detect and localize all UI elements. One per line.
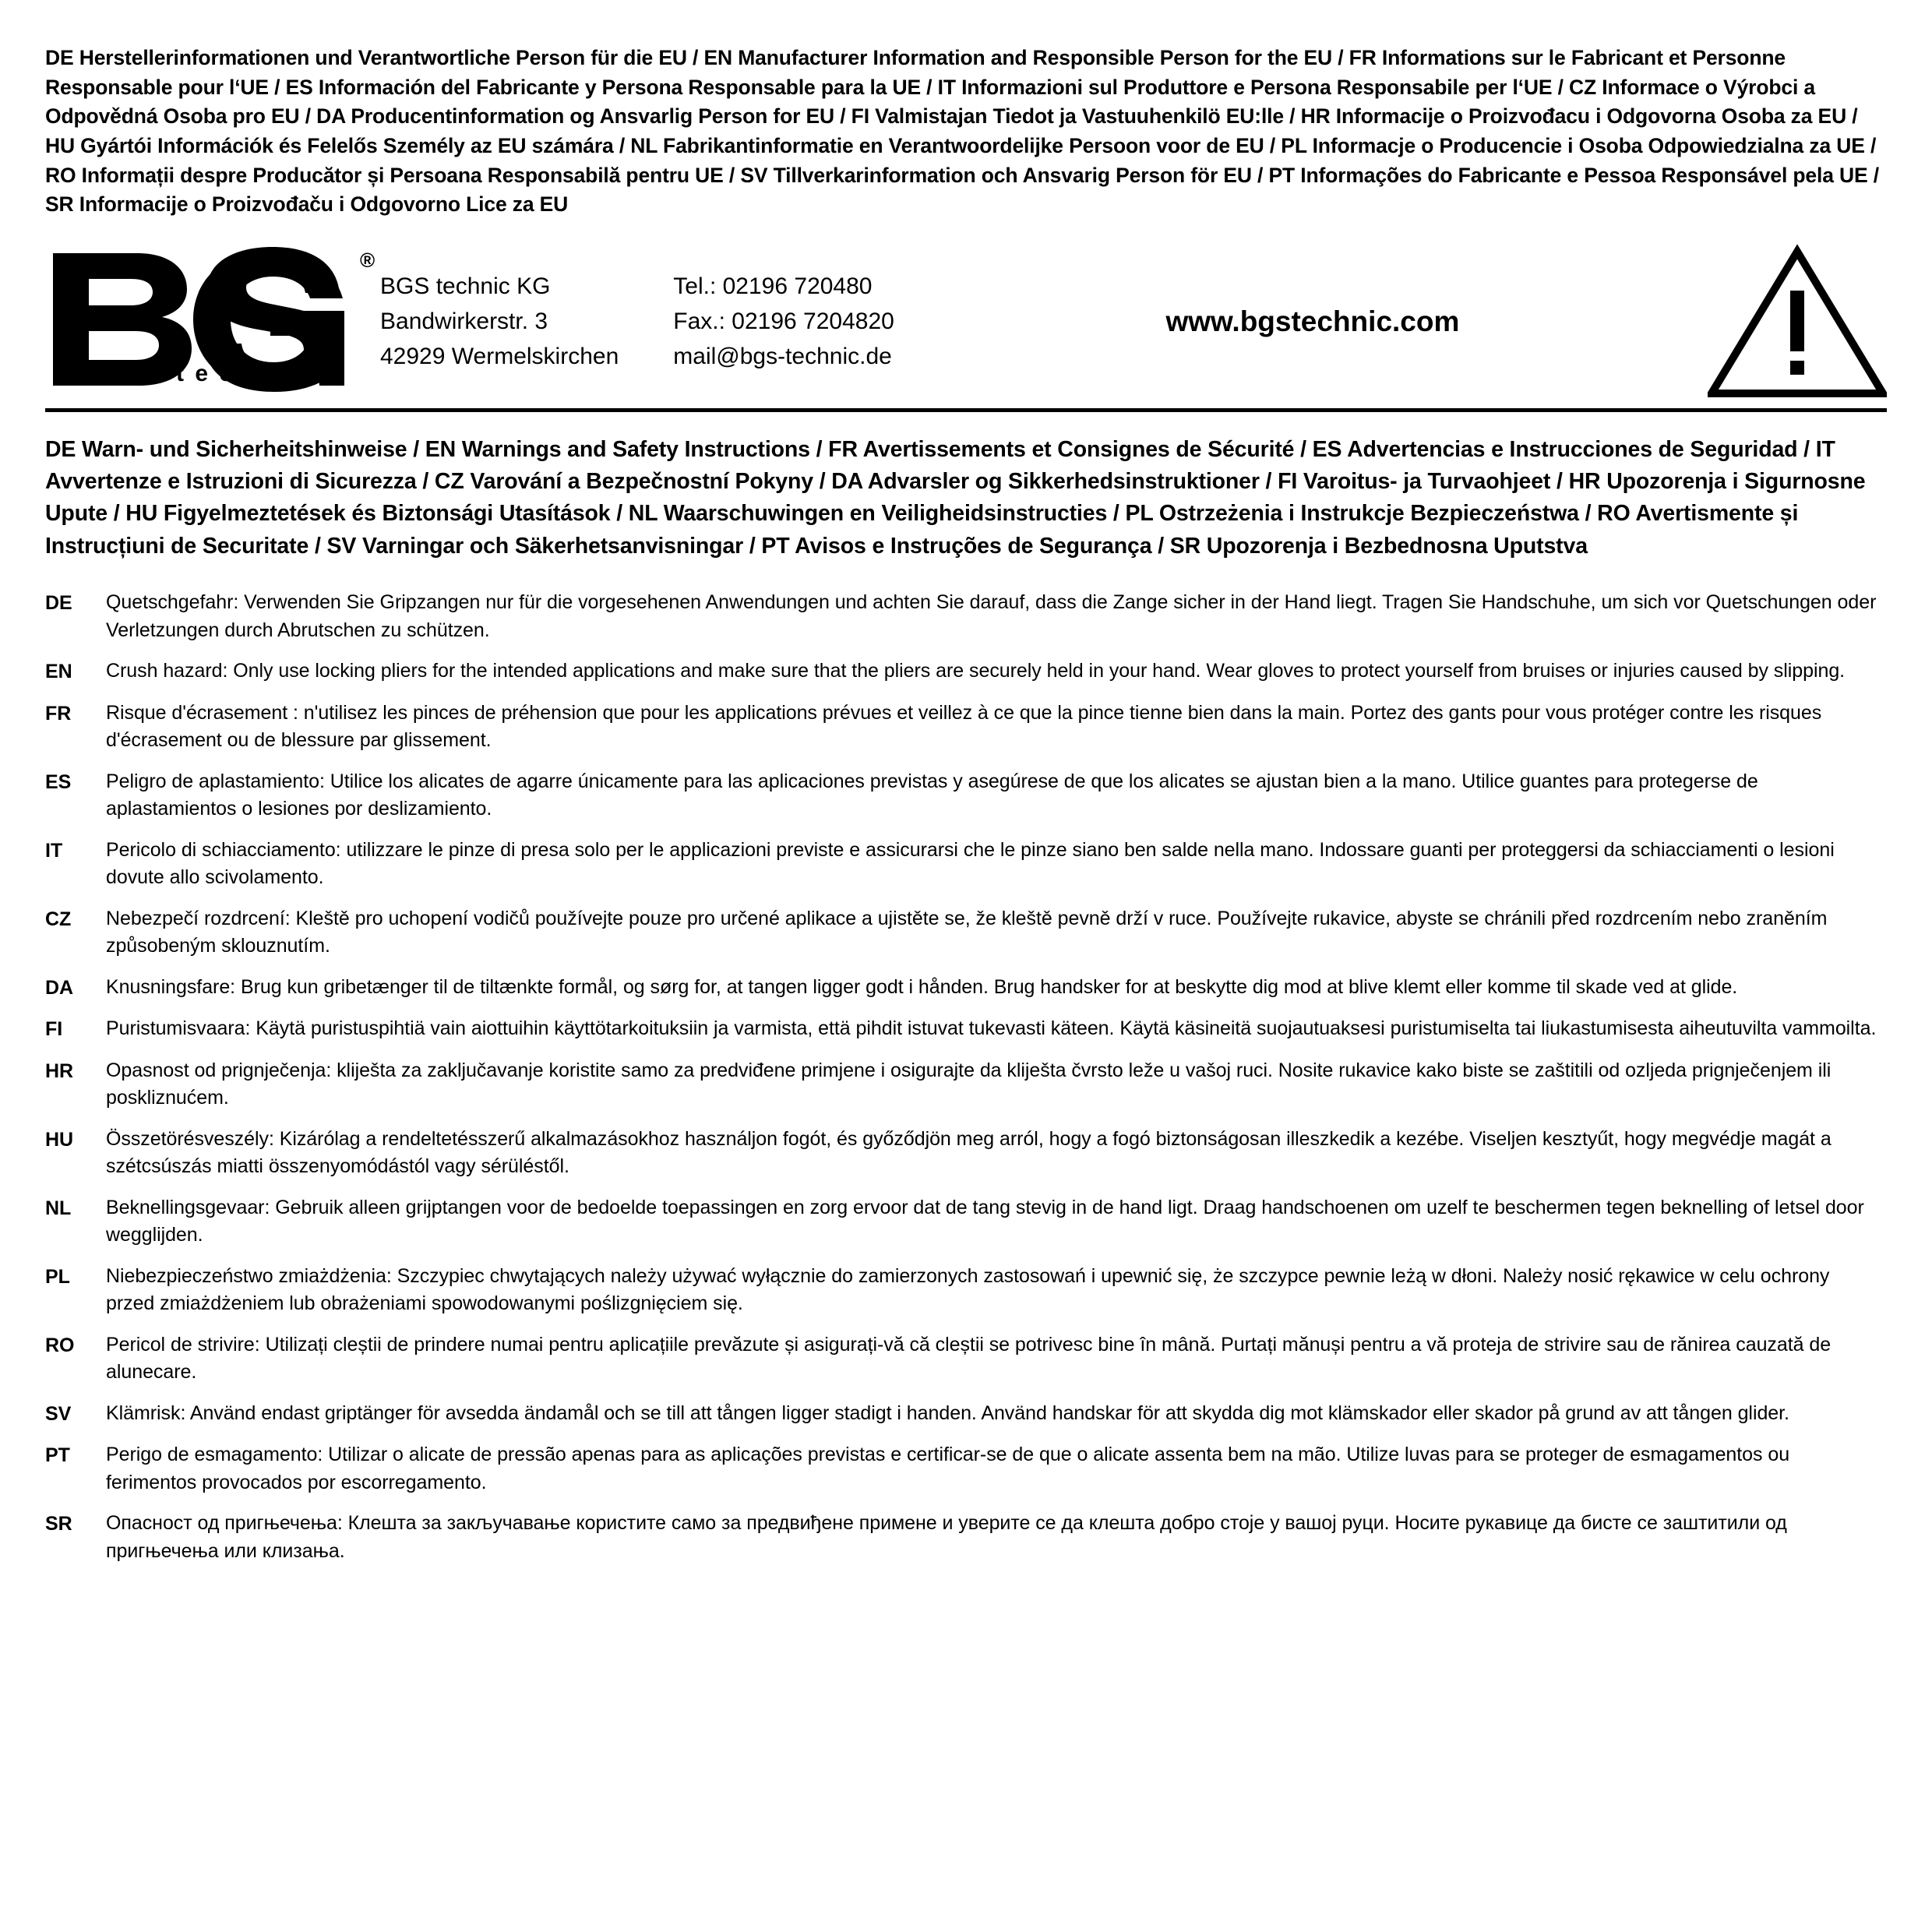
company-email[interactable]: mail@bgs-technic.de [673, 344, 892, 370]
warning-triangle [1700, 244, 1887, 400]
instruction-text: Klämrisk: Använd endast griptänger för avsedda ändamål och se till att tången ligger stadigt i handen. Använd handskar för att skydda dig mot klämskador eller skador på grund av att tången glider. [106, 1401, 1789, 1424]
company-name: BGS technic KG [380, 273, 551, 300]
instruction-text: Összetörésveszély: Kizárólag a rendeltetésszerű alkalmazásokhoz használjon fogót, és győződjön meg arról, hogy a fogó biztonságosan illeszkedik a kezébe. Viseljen kesztyűt, hogy megvédje magát a szétcsúszás miatti összenyomódástól vagy sérüléstől. [106, 1127, 1832, 1177]
language-code: FR [45, 702, 72, 724]
language-code: PT [45, 1444, 70, 1466]
warnings-heading: DE Warn- und Sicherheitshinweise / EN Warnings and Safety Instructions / FR Avertissements et Consignes de Sécurité / ES Advertencias e Instrucciones de Seguridad / IT Avvertenze e Istruzioni di Sicurezza / CZ Varování a Bezpečnostní Pokyny / DA Advarsler og Sikkerhedsinstruktioner / FI Varoitus- ja Turvaohjeet / HR Upozorenja i Sigurnosne Upute / HU Figyelmeztetések és Biztonsági Utasítások / NL Waarschuwingen en Veiligheidsinstructies / PL Ostrzeżenia i Instrukcje Bezpieczeństwa / RO Avertismente și Instrucțiuni de Securitate / SV Varningar och Säkerhetsanvisningar / PT Avisos e Instruções de Segurança / SR Upozorenja i Bezbednosna Uputstva [45, 436, 1866, 559]
list-item [45, 1331, 1887, 1387]
instruction-text: Beknellingsgevaar: Gebruik alleen grijptangen voor de bedoelde toepassingen en zorg ervoor dat de tang stevig in de hand ligt. Draag handschoenen om uzelf te beschermen tegen beknelling of letsel door wegglijden. [106, 1196, 1864, 1246]
language-code: PL [45, 1265, 70, 1288]
header-divider [45, 408, 1887, 412]
company-telephone: Tel.: 02196 720480 [673, 273, 873, 300]
list-item [45, 700, 1887, 755]
instruction-text: Risque d'écrasement : n'utilisez les pinces de préhension que pour les applications prévues et veillez à ce que la pince tienne bien dans la main. Portez des gants pour vous protéger contre les risques d'écrasement ou de blessure par glissement. [106, 701, 1822, 751]
list-item [45, 658, 1887, 686]
company-address [372, 269, 619, 374]
list-item [45, 1194, 1887, 1250]
list-item [45, 1263, 1887, 1318]
list-item [45, 589, 1887, 644]
instruction-text: Opasnost od prignječenja: kliješta za zaključavanje koristite samo za predviđene primjene i osigurajte da kliješta čvrsto leže u vašoj ruci. Nosite rukavice kako biste se zaštitili od ozljeda prignječenjem ili poskliznućem. [106, 1059, 1832, 1109]
registered-trademark-symbol: ® [360, 248, 375, 272]
language-code: SV [45, 1402, 72, 1425]
list-item [45, 1057, 1887, 1112]
instruction-text: Knusningsfare: Brug kun gribetænger til de tiltænkte formål, og sørg for, at tangen ligger godt i hånden. Brug handsker for at beskytte dig mod at blive klemt eller komme til skade ved at glide. [106, 975, 1738, 998]
manufacturer-info-heading: DE Herstellerinformationen und Verantwortliche Person für die EU / EN Manufacturer Information and Responsible Person for the EU / FR Informations sur le Fabricant et Personne Responsable pour l‘UE / ES Información del Fabricante y Persona Responsable para la UE / IT Informazioni sul Produttore e Persona Responsabile per l‘UE / CZ Informace o Výrobci a Odpovědná Osoba pro EU / DA Producentinformation og Ansvarlig Person for EU / FI Valmistajan Tiedot ja Vastuuhenkilö EU:lle / HR Informacije o Proizvođacu i Odgovorna Osoba za EU / HU Gyártói Információk és Felelős Személy az EU számára / NL Fabrikantinformatie en Verantwoordelijke Persoon voor de EU / PL Informacje o Producencie i Osoba Odpowiedzialna za UE / RO Informații despre Producător și Persoana Responsabilă pentru UE / SV Tillverkarinformation och Ansvarig Person för EU / PT Informações do Fabricante e Pessoa Responsável pela UE / SR Informacije o Proizvođaču i Odgovorno Lice za EU [45, 46, 1879, 217]
language-code: IT [45, 839, 63, 862]
instruction-text: Puristumisvaara: Käytä puristuspihtiä vain aiottuihin käyttötarkoituksiin ja varmista, että pihdit istuvat tukevasti käteen. Käytä käsineitä suojautuaksesi puristumiselta tai liukastumisesta aiheutuvilta vammoilta. [106, 1017, 1877, 1039]
language-code: NL [45, 1197, 72, 1219]
bgs-logo [45, 244, 375, 400]
instruction-text: Nebezpečí rozdrcení: Kleště pro uchopení vodičů používejte pouze pro určené aplikace a ujistěte se, že kleště pevně drží v ruce. Používejte rukavice, abyste se chránili před rozdrcením nebo zraněním způsobeným sklouznutím. [106, 907, 1828, 957]
instruction-text: Peligro de aplastamiento: Utilice los alicates de agarre únicamente para las aplicaciones previstas y asegúrese de que los alicates se ajustan bien a la mano. Utilice guantes para protegerse de aplastamientos o lesiones por deslizamiento. [106, 770, 1758, 820]
list-item [45, 1441, 1887, 1497]
language-code: RO [45, 1334, 75, 1356]
list-item [45, 837, 1887, 892]
instruction-text: Niebezpieczeństwo zmiażdżenia: Szczypiec chwytających należy używać wyłącznie do zamierzonych zastosowań i upewnić się, że szczypce pewnie leżą w dłoni. Należy nosić rękawice w celu ochrony przed zmiażdżeniem lub obrażeniami spowodowanymi poślizgnięciem się. [106, 1264, 1830, 1314]
company-city: 42929 Wermelskirchen [380, 344, 619, 370]
instruction-text: Pericolo di schiacciamento: utilizzare le pinze di presa solo per le applicazioni previste e assicurarsi che le pinze siano ben salde nella mano. Indossare guanti per proteggersi da schiacciamenti o lesioni dovute allo scivolamento. [106, 838, 1835, 888]
warning-triangle-icon [1708, 244, 1887, 400]
company-street: Bandwirkerstr. 3 [380, 308, 548, 335]
list-item [45, 1015, 1887, 1044]
list-item [45, 974, 1887, 1003]
language-code: FI [45, 1018, 63, 1040]
language-code: ES [45, 770, 72, 793]
instruction-text: Опасност од пригњечења: Клешта за закључавање користите само за предвиђене примене и уверите се да клешта добро стоје у вашој руци. Носите рукавице да бисте се заштитили од пригњечења или клизања. [106, 1512, 1787, 1562]
company-information-band [45, 240, 1887, 404]
company-website[interactable]: www.bgstechnic.com [1165, 305, 1460, 337]
instruction-text: Perigo de esmagamento: Utilizar o alicate de pressão apenas para as aplicações previstas e certificar-se de que o alicate assenta bem na mão. Utilize luvas para se proteger de esmagamentos ou ferimentos provocados por escorregamento. [106, 1444, 1790, 1493]
language-code: DE [45, 592, 72, 614]
language-code: HU [45, 1128, 74, 1151]
instructions-list [45, 589, 1887, 1565]
list-item [45, 905, 1887, 961]
list-item [45, 1126, 1887, 1181]
instruction-text: Quetschgefahr: Verwenden Sie Gripzangen nur für die vorgesehenen Anwendungen und achten Sie darauf, dass die Zange sicher in der Hand liegt. Tragen Sie Handschuhe, um sich vor Quetschungen oder Verletzungen durch Abrutschen zu schützen. [106, 591, 1877, 641]
language-code: EN [45, 661, 72, 682]
language-code: DA [45, 976, 74, 999]
language-code: CZ [45, 908, 72, 930]
instruction-text: Crush hazard: Only use locking pliers for the intended applications and make sure that the pliers are securely held in your hand. Wear gloves to protect yourself from bruises or injuries caused by slipping. [106, 660, 1846, 682]
list-item [45, 1510, 1887, 1565]
language-code: SR [45, 1513, 72, 1535]
logo-subtext: t e c h n i c [176, 360, 328, 386]
instruction-text: Pericol de strivire: Utilizați cleștii de prindere numai pentru aplicațiile prevăzute și asigurați-vă că cleștii se potrivesc bine în mână. Purtați mănuși pentru a vă proteja de strivire sau de rănirea cauzată de alunecare. [106, 1333, 1832, 1383]
company-contact [619, 269, 894, 374]
language-code: HR [45, 1059, 74, 1082]
list-item [45, 1400, 1887, 1429]
company-fax: Fax.: 02196 7204820 [673, 308, 894, 335]
list-item [45, 768, 1887, 823]
